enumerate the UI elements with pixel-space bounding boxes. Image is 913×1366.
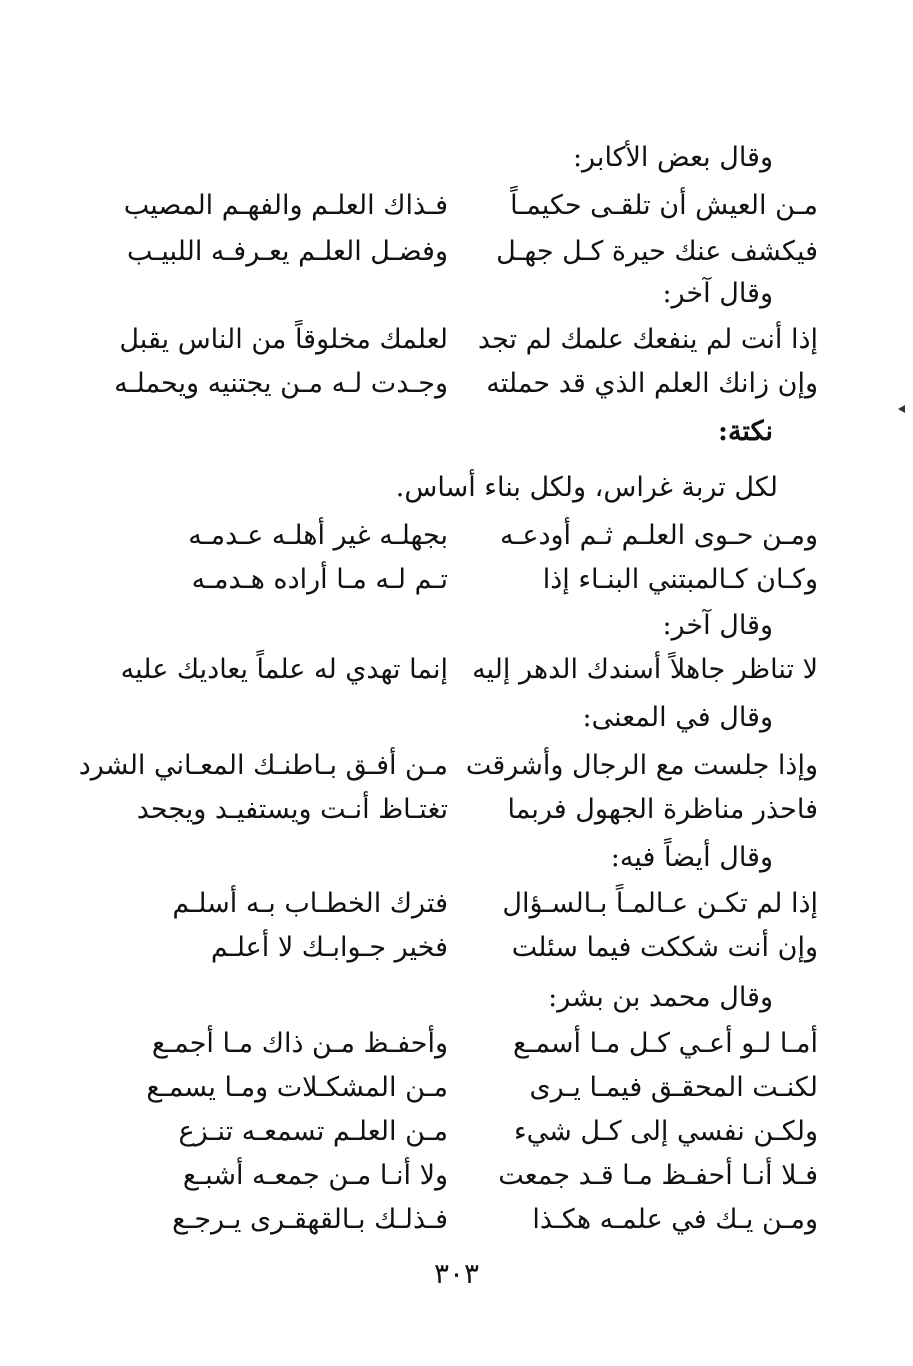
section-heading: نكتة:	[717, 416, 773, 447]
margin-mark	[898, 405, 905, 413]
verse-first-hemistich: ومـن يـك في علمـه هكـذا	[532, 1204, 818, 1235]
verse-intro: وقال أيضاً فيه:	[610, 842, 773, 873]
verse-second-hemistich: ولا أنـا مـن جمعـه أشبـع	[182, 1160, 448, 1191]
page-number: ٣٠٣	[433, 1257, 480, 1290]
verse-intro: وقال في المعنى:	[582, 702, 773, 733]
verse-second-hemistich: وجـدت لـه مـن يجتنيه ويحملـه	[114, 368, 448, 399]
verse-first-hemistich: فاحذر مناظرة الجهول فربما	[507, 794, 818, 825]
verse-first-hemistich: وإذا جلست مع الرجال وأشرقت	[465, 750, 818, 781]
verse-second-hemistich: فترك الخطـاب بـه أسلـم	[172, 888, 448, 919]
verse-first-hemistich: لا تناظر جاهلاً أسندك الدهر إليه	[472, 654, 818, 685]
verse-second-hemistich: مـن العلـم تسمعـه تنـزع	[178, 1116, 448, 1147]
verse-first-hemistich: فيكشف عنك حيرة كـل جهـل	[496, 236, 818, 267]
verse-first-hemistich: لكنـت المحقـق فيمـا يـرى	[529, 1072, 818, 1103]
prose-line: لكل تربة غراس، ولكل بناء أساس.	[395, 472, 778, 503]
verse-first-hemistich: ولكـن نفسي إلى كـل شيء	[513, 1116, 818, 1147]
verse-intro: وقال آخر:	[662, 278, 773, 309]
verse-first-hemistich: ومـن حـوى العلـم ثـم أودعـه	[499, 520, 818, 551]
verse-first-hemistich: وكـان كـالمبتني البنـاء إذا	[542, 564, 818, 595]
verse-first-hemistich: مـن العيش أن تلقـى حكيمـاً	[510, 190, 818, 221]
verse-second-hemistich: إنما تهدي له علماً يعاديك عليه	[120, 654, 448, 685]
verse-first-hemistich: إذا لم تكـن عـالمـاً بـالسـؤال	[502, 888, 818, 919]
verse-second-hemistich: مـن أفـق بـاطنـك المعـاني الشرد	[78, 750, 448, 781]
verse-intro: وقال بعض الأكابر:	[572, 142, 773, 173]
verse-first-hemistich: وإن أنت شككت فيما سئلت	[511, 932, 818, 963]
verse-first-hemistich: فـلا أنـا أحفـظ مـا قـد جمعت	[498, 1160, 818, 1191]
verse-second-hemistich: مـن المشكـلات ومـا يسمـع	[146, 1072, 448, 1103]
verse-first-hemistich: إذا أنت لم ينفعك علمك لم تجد	[477, 324, 818, 355]
verse-intro: وقال آخر:	[662, 610, 773, 641]
verse-second-hemistich: بجهلـه غير أهلـه عـدمـه	[188, 520, 448, 551]
verse-second-hemistich: وأحفـظ مـن ذاك مـا أجمـع	[151, 1028, 448, 1059]
verse-second-hemistich: فخير جـوابـك لا أعلـم	[210, 932, 448, 963]
verse-second-hemistich: فـذلـك بـالقهقـرى يـرجـع	[172, 1204, 448, 1235]
verse-first-hemistich: وإن زانك العلم الذي قد حملته	[486, 368, 818, 399]
verse-intro: وقال محمد بن بشر:	[548, 982, 773, 1013]
verse-second-hemistich: لعلمك مخلوقاً من الناس يقبل	[119, 324, 448, 355]
verse-second-hemistich: وفضـل العلـم يعـرفـه اللبيـب	[126, 236, 448, 267]
verse-second-hemistich: فـذاك العلـم والفهـم المصيب	[123, 190, 448, 221]
verse-first-hemistich: أمـا لـو أعـي كـل مـا أسمـع	[513, 1028, 818, 1059]
verse-second-hemistich: تغتـاظ أنـت ويستفيـد ويجحد	[136, 794, 448, 825]
verse-second-hemistich: تـم لـه مـا أراده هـدمـه	[191, 564, 448, 595]
